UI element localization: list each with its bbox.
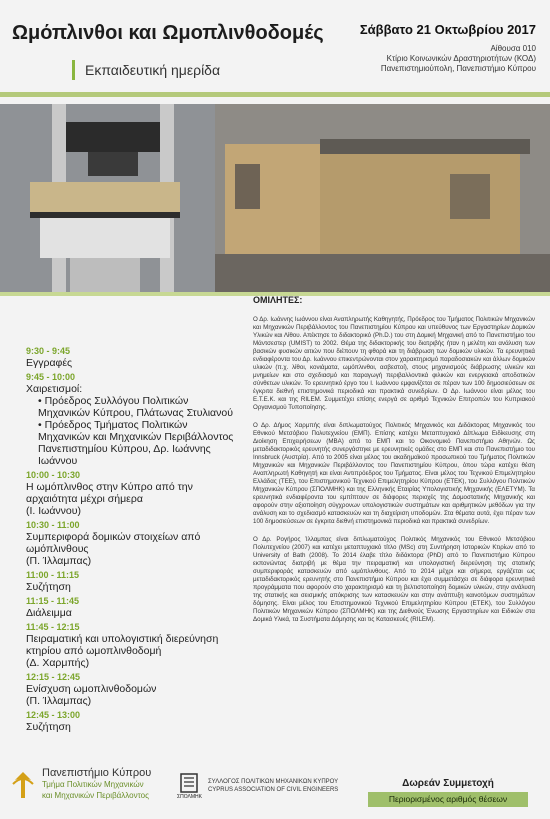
schedule-title: Εγγραφές: [26, 357, 73, 369]
schedule-time: 9:45 - 10:00: [26, 372, 76, 382]
schedule-title: Χαιρετισμοί:: [26, 383, 83, 395]
schedule-time: 12:45 - 13:00: [26, 710, 81, 720]
ce-name-greek: ΣΥΛΛΟΓΟΣ ΠΟΛΙΤΙΚΩΝ ΜΗΧΑΝΙΚΩΝ ΚΥΠΡΟΥ: [207, 779, 339, 785]
top-accent-band: [0, 92, 550, 97]
schedule-time: 12:15 - 12:45: [26, 672, 81, 682]
department-name: και Μηχανικών Περιβάλλοντος: [42, 791, 149, 800]
university-name: Πανεπιστήμιο Κύπρου: [42, 767, 152, 779]
venue-info: [336, 44, 536, 74]
schedule-title: Ενίσχυση ωμοπλινθοδομών: [26, 683, 157, 695]
venue-line: Πανεπιστημιούπολη, Πανεπιστήμιο Κύπρου: [380, 64, 536, 73]
schedule-speaker: (Π. Ίλλαμπας): [26, 695, 92, 707]
schedule-item: [26, 621, 236, 669]
schedule-title: Συμπεριφορά δομικών στοιχείων από ωμόπλινθους: [26, 531, 201, 555]
ce-name-english: CYPRUS ASSOCIATION OF CIVIL ENGINEERS: [207, 787, 339, 793]
schedule-speaker: (Π. Ίλλαμπας): [26, 555, 92, 567]
civil-engineers-logo: [177, 772, 338, 800]
department-name: Τμήμα Πολιτικών Μηχανικών: [42, 780, 144, 789]
schedule-item: [26, 371, 236, 467]
schedule-time: 11:15 - 11:45: [26, 596, 80, 606]
schedule-title: Συζήτηση: [26, 721, 71, 733]
university-logo: [10, 768, 151, 801]
greeting-item: • Πρόεδρος Συλλόγου Πολιτικών Μηχανικών Κύπρου, Πλάτωνας Στυλιανού: [38, 395, 233, 419]
schedule-item: [26, 519, 236, 567]
lab-photo-illustration: [0, 104, 550, 292]
limited-seats-badge: Περιορισμένος αριθμός θέσεων: [368, 792, 528, 807]
speakers-section: [253, 296, 535, 634]
speakers-heading: ΟΜΙΛΗΤΕΣ:: [253, 295, 303, 305]
schedule-speaker: (Δ. Χαρμπής): [26, 657, 90, 669]
schedule-item: [26, 671, 236, 707]
speaker-bio: Ο Δρ. Δήμος Χαρμπής είναι διπλωματούχος Πολιτικός Μηχανικός και Διδάκτορας Μηχανικός του Εθνικού Μετσόβιου Πολυτεχνείου (ΕΜΠ). Επίσης κατέχει Μεταπτυχιακό Δίπλωμα Ειδίκευσης στη Διοίκηση Επιχειρήσεων (MBA) από το ΕΜΠ και το Οικονομικό Πανεπιστήμιο Αθηνών. Ως μεταδιδακτορικός ερευνητής συνεργάστηκε με ερευνητικές ομάδες στο ΕΜΠ και στο Πανεπιστήμιο του Innsbruck (Αυστρία). Από το 2005 είναι μέλος του ακαδημαϊκού προσωπικού του Τμήματος Πολιτικών Μηχανικών και Μηχανικών Περιβάλλοντος του Πανεπιστημίου Κύπρου, όπου τώρα κατέχει θέση Αναπληρωτή Καθηγητή και είναι Αντιπρόεδρος του Τμήματος. Είναι μέλος του Τεχνικού Επιμελητηρίου Ελλάδας (ΤΕΕ), του Επιστημονικού Τεχνικού Επιμελητηρίου Κύπρου (ΕΤΕΚ), του Συλλόγου Πολιτικών Μηχανικών Κύπρου (ΣΠΟΛΜΗΚ) και της Ελληνικής Εταιρίας Υπολογιστικής Μηχανικής (ΕΛΕΤΥΜ). Τα ερευνητικά ενδιαφέροντα του εμπίπτουν σε διάφορες περιοχές της Δομοστατικής Μηχανικής και αφορούν στην αξιοποίηση σύγχρονων υπολογιστικών συστημάτων και αριθμητικών μεθόδων για την ανάλυση και το σχεδιασμό κατασκευών και τη διαχείριση υποδομών. Στα θέματα αυτά, έχει πέραν των 100 δημοσιεύσεων σε έγκριτα διεθνή επιστημονικά περιοδικά και πρακτικά συνεδρίων.: [253, 422, 535, 525]
schedule-item: [26, 595, 236, 619]
schedule-item: [26, 569, 236, 593]
speaker-bio: Ο Δρ. Ιωάννης Ιωάννου είναι Αναπληρωτής Καθηγητής, Πρόεδρος του Τμήματος Πολιτικών Μηχανικών και Μηχανικών Περιβάλλοντος του Πανεπιστημίου Κύπρου και υπεύθυνος των Εργαστηρίων Δομικών Υλικών και Λίθου. Απέκτησε το διδακτορικό (Ph.D.) του στη Δομική Μηχανική από το Πανεπιστήμιο του Μάντσεστερ (UMIST) το 2002. Θέμα της διδακτορικής του διατριβής ήταν η μελέτη και ανάλυση των βασικών φυσικών αιτιών που διέπουν τη φθορά και τη διάβρωση των δομικών υλικών. Τα ερευνητικά ενδιαφέροντα του Δρ. Ιωάννου επικεντρώνονται στον χαρακτηρισμό παραδοσιακών και άλλων δομικών υλικών (π.χ. λίθοι, κονιάματα, ωμόπλινθοι, ασβεστοί), στους μηχανισμούς διάβρωσης υλικών και μνημείων και στο σχεδιασμό και παραγωγή περιβαλλοντικά φιλικών και ενεργειακά αποδοτικών σύνθετων υλικών. Το ερευνητικό έργο του Ι. Ιωάννου εμφανίζεται σε πέραν των 100 δημοσιεύσεων σε έγκριτα διεθνή επιστημονικά περιοδικά και πρακτικά συνεδρίων. Ο Δρ. Ιωάννου είναι μέλος του Ε.Τ.Ε.Κ. και της RILEM. Συμμετέχει επίσης ενεργά σε αριθμό Τεχνικών Επιτροπών του Κυπριακού Οργανισμού Τυποποίησης.: [253, 316, 535, 411]
schedule-item: [26, 709, 236, 733]
page-title: Ωμόπλινθοι και Ωμοπλινθοδομές: [12, 22, 324, 44]
schedule-title: Πειραματική και υπολογιστική διερεύνηση κτηρίου από ωμοπλινθοδομή: [26, 633, 219, 657]
schedule-time: 11:45 - 12:15: [26, 622, 80, 632]
lab-photo: [0, 104, 550, 292]
venue-line: Αίθουσα 010: [490, 44, 536, 53]
schedule-title: Συζήτηση: [26, 581, 71, 593]
schedule-title: Διάλειμμα: [26, 607, 72, 619]
university-emblem-icon: [10, 770, 36, 800]
event-date: Σάββατο 21 Οκτωβρίου 2017: [359, 22, 536, 37]
ce-emblem-icon: [179, 772, 199, 794]
schedule-time: 11:00 - 11:15: [26, 570, 80, 580]
schedule-time: 10:30 - 11:00: [26, 520, 80, 530]
schedule-title: Η ωμόπλινθος στην Κύπρο από την αρχαιότητα μέχρι σήμερα: [26, 481, 193, 505]
schedule-item: [26, 345, 236, 369]
schedule-time: 10:00 - 10:30: [26, 470, 81, 480]
greeting-item: • Πρόεδρος Τμήματος Πολιτικών Μηχανικών και Μηχανικών Περιβάλλοντος Πανεπιστημίου Κύπρου, Δρ. Ιωάννης Ιωάννου: [38, 419, 234, 467]
speaker-bio: Ο Δρ. Ρογήρος Ίλλαμπας είναι διπλωματούχος Πολιτικός Μηχανικός του Εθνικού Μετσόβιου Πολυτεχνείου (2007) και κατέχει μεταπτυχιακό τίτλο (MSc) στη Συντήρηση Ιστορικών Κτιρίων από το University of Bath (2008). Το 2014 έλαβε τίτλο διδάκτορα (PhD) από το Πανεπιστήμιο Κύπρου εκπονώντας διατριβή με θέμα την πειραματική και υπολογιστική διερεύνηση της στατικής συμπεριφοράς κατασκευών από ωμόπλινθους. Από το 2014 μέχρι και σήμερα, εργάζεται ως μεταδιδακτορικός ερευνητής στο Πανεπιστήμιο Κύπρου και έχει συμμετάσχει σε διάφορα ερευνητικά προγράμματα που αφορούν στο χαρακτηρισμό και τη βελτιστοποίηση δομικών υλικών, στην ανάλυση της στατικής και σεισμικής απόκρισης των κατασκευών και στην ανάπτυξη καινοτόμων συστημάτων δόμησης. Είναι μέλος του Επιστημονικού Τεχνικού Επιμελητηρίου Κύπρου (ΕΤΕΚ), του Συλλόγου Πολιτικών Μηχανικών Κύπρου (ΣΠΟΛΜΗΚ) και της Διεθνούς Ένωσης Εργαστηρίων και Ειδικών στα Δομικά Υλικά, τα Συστήματα Δόμησης και τις Κατασκευές (RILEM).: [253, 536, 535, 623]
ce-emblem: [177, 772, 202, 800]
schedule: [26, 345, 236, 735]
schedule-time: 9:30 - 9:45: [26, 346, 71, 356]
schedule-speaker: (Ι. Ιωάννου): [26, 505, 82, 517]
event-subtitle: Εκπαιδευτική ημερίδα: [72, 60, 220, 80]
venue-line: Κτίριο Κοινωνικών Δραστηριοτήτων (ΚΟΔ): [386, 54, 536, 63]
ce-abbr: ΣΠΟΛΜΗΚ: [177, 794, 202, 800]
schedule-item: [26, 469, 236, 517]
free-admission: Δωρεάν Συμμετοχή: [402, 778, 494, 789]
